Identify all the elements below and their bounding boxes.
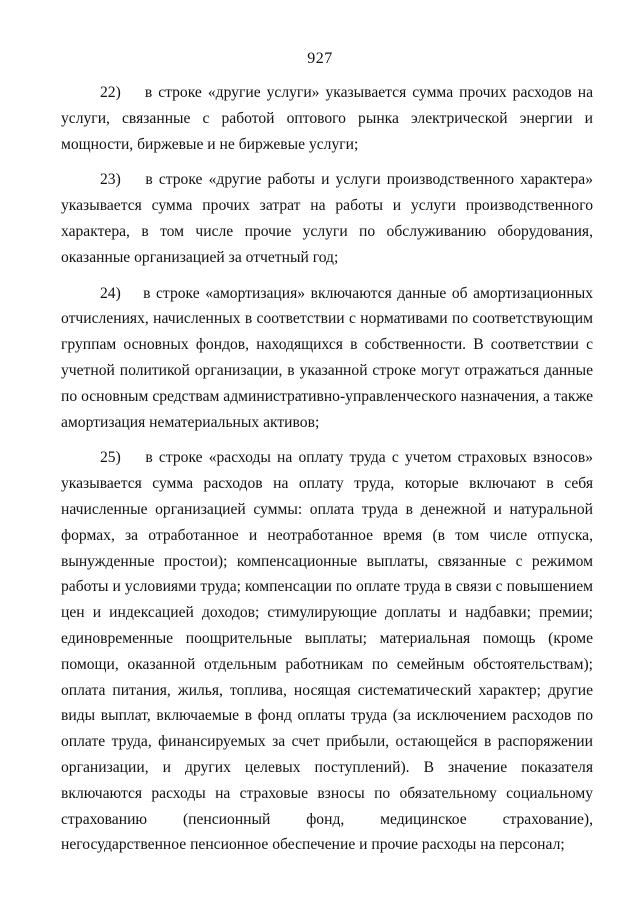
list-item-22	[61, 80, 593, 157]
item-number: 25)	[100, 449, 121, 467]
item-number: 22)	[100, 84, 121, 101]
item-number: 23)	[100, 171, 121, 189]
item-number: 24)	[100, 284, 121, 302]
list-item-25	[61, 445, 593, 858]
page-number: 927	[307, 50, 333, 67]
item-text: в строке «другие работы и услуги производственного характера» указывается сумма прочих затрат на работы и услуги производственного характера, в том числе прочие услуги по обслуживанию оборудования, оказанные организацией за отчетный год;	[61, 171, 593, 266]
item-text: в строке «расходы на оплату труда с учетом страховых взносов» указывается сумма расходов на оплату труда, которые включают в себя начисленные организацией суммы: оплата труда в денежной и натуральной формах, за отработанное и неотработанное время (в том числе отпуска, вынужденные простои); компенсационные выплаты, связанные с режимом работы и условиями труда; компенсации по оплате труда в связи с повышением цен и индексацией доходов; стимулирующие доплаты и надбавки; премии; единовременные поощрительные выплаты; материальная помощь (кроме помощи, оказанной отдельным работникам по семейным обстоятельствам); оплата питания, жилья, топлива, носящая систематический характер; другие виды выплат, включаемые в фонд оплаты труда (за исключением расходов по оплате труда, финансируемых за счет прибыли, остающейся в распоряжении организации, и других целевых поступлений). В значение показателя включаются расходы на страховые взносы по обязательному социальному страхованию (пенсионный фонд, медицинское страхование), негосударственное пенсионное обеспечение и прочие расходы на персонал;	[61, 449, 593, 854]
document-body	[61, 80, 593, 868]
item-text: в строке «другие услуги» указывается сумма прочих расходов на услуги, связанные с работой оптового рынка электрической энергии и мощности, биржевые и не биржевые услуги;	[61, 84, 594, 153]
item-text: в строке «амортизация» включаются данные об амортизационных отчислениях, начисленных в соответствии с нормативами по соответствующим группам основных фондов, находящихся в собственности. В соответствии с учетной политикой организации, в указанной строке могут отражаться данные по основным средствам административно-управленческого назначения, а также амортизация нематериальных активов;	[61, 284, 593, 431]
list-item-23	[61, 167, 593, 270]
list-item-24	[61, 281, 593, 436]
